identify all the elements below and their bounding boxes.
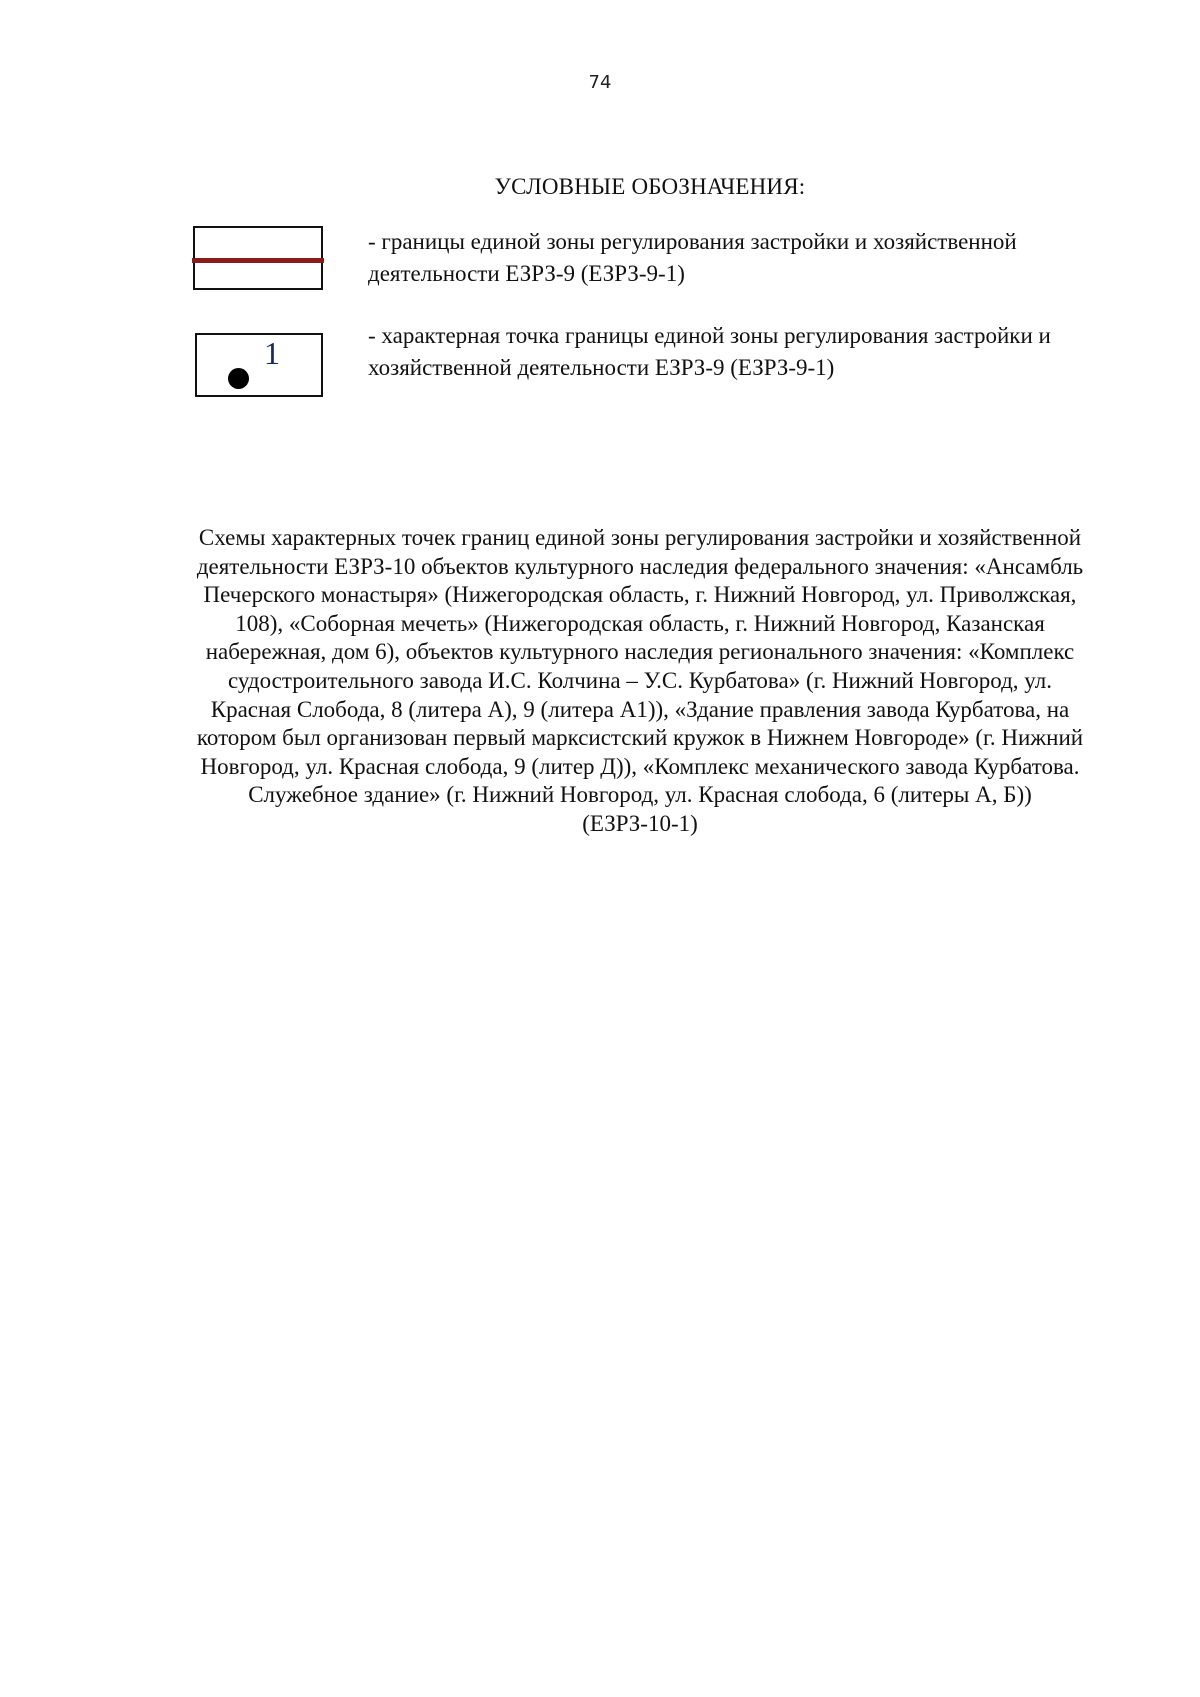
caption-line: Схемы характерных точек границ единой зоны регулирования застройки и хозяйственной xyxy=(198,525,1082,550)
page-number: 74 xyxy=(588,72,612,93)
boundary-line-icon xyxy=(192,258,324,263)
boundary-symbol-box xyxy=(193,226,323,290)
legend-text-line: хозяйственной деятельности ЕЗРЗ-9 (ЕЗРЗ-9-1) xyxy=(368,355,835,380)
caption-line: Красная Слобода, 8 (литера А), 9 (литера А1)), «Здание правления завода Курбатова, на xyxy=(210,696,1070,722)
caption-line: Печерского монастыря» (Нижегородская область, г. Нижний Новгород, ул. Приволжская, xyxy=(203,582,1077,608)
legend-text-line: деятельности ЕЗРЗ-9 (ЕЗРЗ-9-1) xyxy=(368,261,685,286)
caption-line: Служебное здание» (г. Нижний Новгород, ул. Красная слобода, 6 (литеры А, Б)) xyxy=(248,782,1032,808)
caption-line: деятельности ЕЗРЗ-10 объектов культурного наследия федерального значения: «Ансамбль xyxy=(196,553,1084,579)
legend-text-line: - характерная точка границы единой зоны регулирования застройки и xyxy=(368,323,1051,348)
caption-line: набережная, дом 6), объектов культурного наследия регионального значения: «Комплекс xyxy=(205,639,1075,665)
legend-title: УСЛОВНЫЕ ОБОЗНАЧЕНИЯ: xyxy=(494,174,806,199)
caption-line: 108), «Соборная мечеть» (Нижегородская область, г. Нижний Новгород, Казанская xyxy=(235,610,1045,636)
legend-item-text xyxy=(368,320,1128,384)
caption-line: судостроительного завода И.С. Колчина – У.С. Курбатова» (г. Нижний Новгород, ул. xyxy=(227,667,1053,693)
legend-item-text xyxy=(368,226,1128,290)
legend-text-line: - границы единой зоны регулирования застройки и хозяйственной xyxy=(368,229,1017,254)
caption-line: (ЕЗРЗ-10-1) xyxy=(582,810,698,836)
point-symbol-box xyxy=(195,333,323,397)
scheme-caption xyxy=(160,524,1120,839)
point-label: 1 xyxy=(264,335,280,371)
point-dot-icon xyxy=(228,368,249,389)
caption-line: котором был организован первый марксистский кружок в Нижнем Новгороде» (г. Нижний xyxy=(196,725,1084,751)
caption-line: Новгород, ул. Красная слобода, 9 (литер Д)), «Комплекс механического завода Курбатова. xyxy=(200,753,1080,779)
